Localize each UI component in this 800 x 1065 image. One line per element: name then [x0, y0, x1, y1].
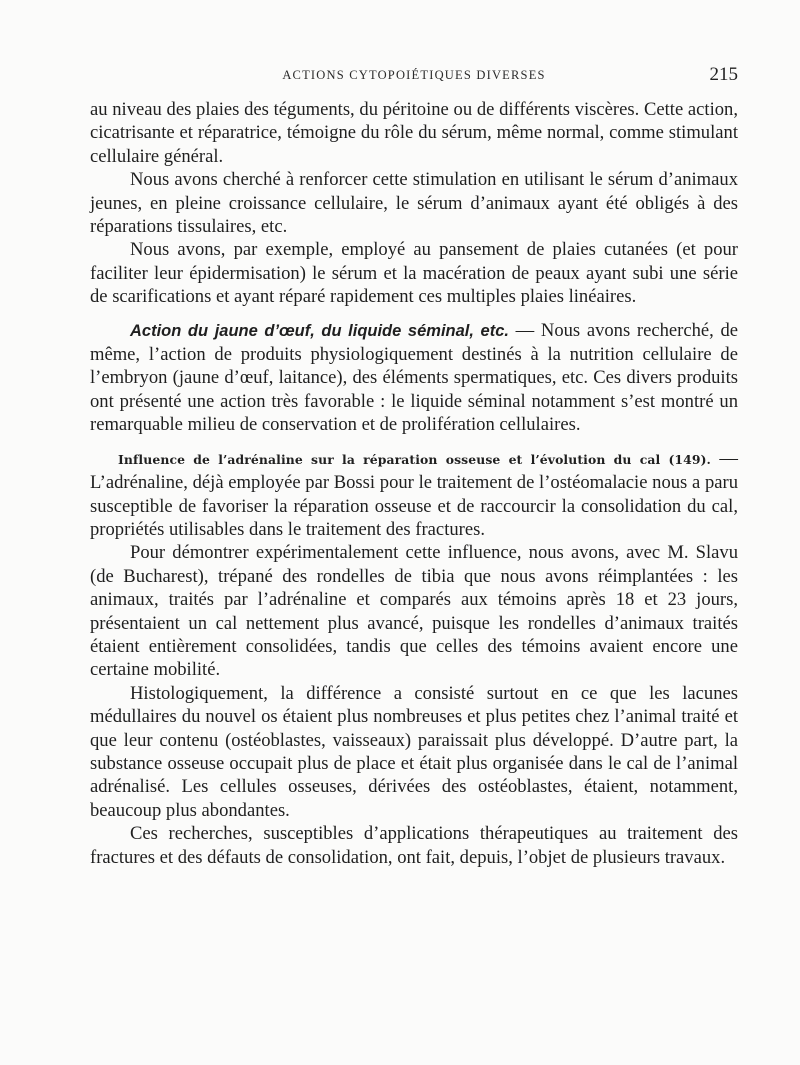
- paragraph: Pour démontrer expérimentalement cette influence, nous avons, avec M. Slavu (de Bucharest), trépané des rondelles de tibia que nous avons réimplantées : les animaux, traités par l’adrénaline et comparés aux témoins après 18 et 23 jours, présentaient un cal nettement plus avancé, puisque les rondelles d’animaux traités étaient entièrement consolidées, tandis que celles des témoins avaient encore une certaine mobilité.: [90, 542, 738, 681]
- section-egg-yolk: [90, 319, 738, 437]
- section-heading: Influence de l’adrénaline sur la réparation osseuse et l’évolution du cal (149).: [118, 451, 711, 467]
- section-adrenaline: [90, 447, 738, 542]
- paragraph-continuation: au niveau des plaies des téguments, du péritoine ou de différents viscères. Cette action, cicatrisante et réparatrice, témoigne du rôle du sérum, même normal, comme stimulant cellulaire général.: [90, 99, 738, 167]
- section-text: — L’adrénaline, déjà employée par Bossi pour le traitement de l’ostéomalacie nous a paru susceptible de favoriser la réparation osseuse et de raccourcir la consolidation du cal, propriétés utilisables dans le traitement des fractures.: [90, 447, 738, 540]
- running-title: ACTIONS CYTOPOIÉTIQUES DIVERSES: [282, 68, 546, 82]
- paragraph: Histologiquement, la différence a consisté surtout en ce que les lacunes médullaires du nouvel os étaient plus nombreuses et plus petites chez l’animal traité et que leur contenu (ostéoblastes, vaisseaux) paraissait plus développé. D’autre part, la substance osseuse occupait plus de place et était plus organisée dans le cal de l’animal adrénalisé. Les cellules osseuses, dérivées des ostéoblastes, étaient, notamment, beaucoup plus abondantes.: [90, 682, 738, 821]
- running-head: [90, 62, 738, 90]
- body-text: [90, 98, 738, 869]
- section-text: — Nous avons recherché, de même, l’action de produits physiologiquement destinés à la nutrition cellulaire de l’embryon (jaune d’œuf, laitance), des éléments spermatiques, etc. Ces divers produits ont présenté une action très favorable : le liquide séminal notamment s’est montré un remarquable milieu de conservation et de prolifération cellulaires.: [90, 319, 738, 436]
- paragraph: Ces recherches, susceptibles d’applications thérapeutiques au traitement des fractures et des défauts de consolidation, ont fait, depuis, l’objet de plusieurs travaux.: [90, 823, 738, 868]
- section-heading: Action du jaune d’œuf, du liquide séminal, etc.: [130, 321, 509, 340]
- paragraph: Nous avons, par exemple, employé au pansement de plaies cutanées (et pour faciliter leur épidermisation) le sérum et la macération de peaux ayant subi une série de scarifications et ayant réparé rapidement ces multiples plaies linéaires.: [90, 239, 738, 308]
- paragraph: Nous avons cherché à renforcer cette stimulation en utilisant le sérum d’animaux jeunes, en pleine croissance cellulaire, le sérum d’animaux ayant été obligés à des réparations tissulaires, etc.: [90, 169, 738, 238]
- page-number: 215: [709, 64, 738, 85]
